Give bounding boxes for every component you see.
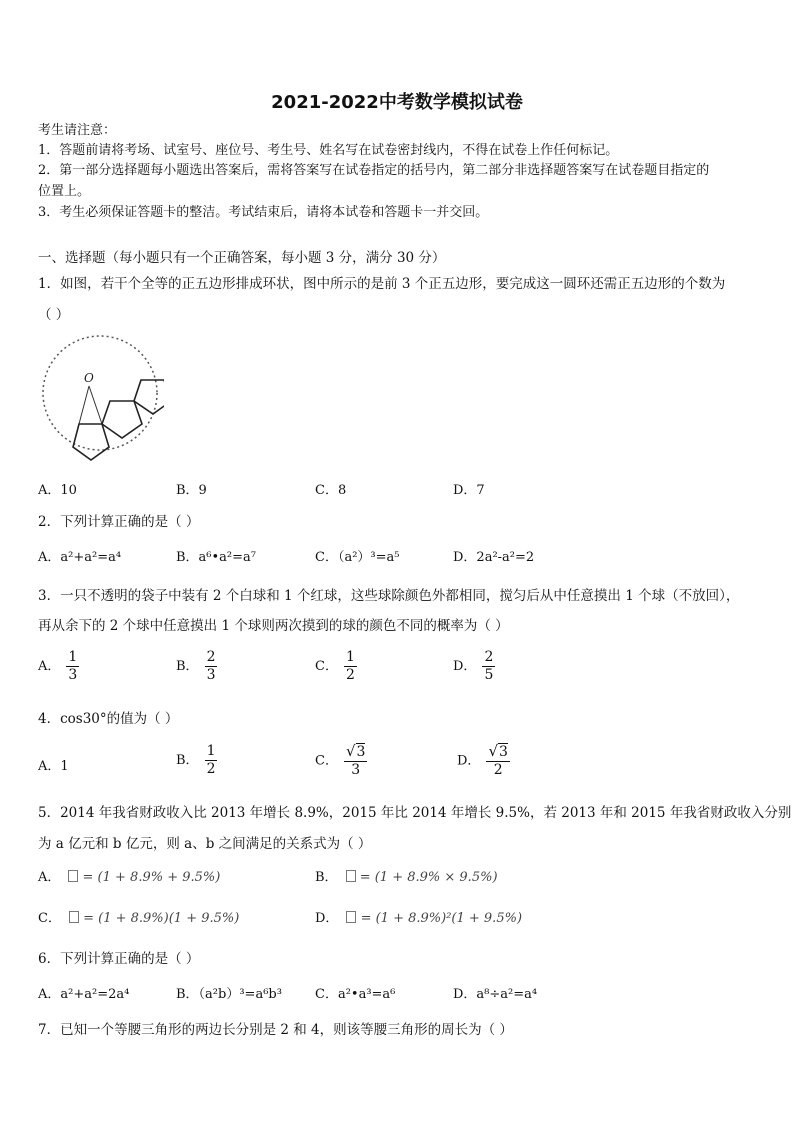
q2-option-d[interactable]: D．2a²-a²=2 (453, 550, 535, 565)
option-label: C． (315, 659, 338, 674)
radical-sign: √ (345, 742, 356, 760)
q2-option-c[interactable]: C．（a²）³=a⁵ (315, 550, 400, 565)
pentagon-1 (73, 424, 109, 460)
q4-option-a[interactable]: A．1 (38, 759, 69, 774)
pentagon-3 (134, 380, 164, 414)
formula-text: = (1 + 8.9%)²(1 + 9.5%) (360, 911, 523, 926)
q3-option-d[interactable] (453, 649, 495, 684)
fraction (205, 743, 218, 778)
option-label: A． (38, 870, 61, 885)
q1-option-c[interactable]: C．8 (315, 483, 347, 498)
q1-option-d[interactable]: D．7 (453, 483, 485, 498)
q2-option-a[interactable]: A．a²+a²=a⁴ (38, 550, 122, 565)
q5-stem-line-2: 为 a 亿元和 b 亿元，则 a、b 之间满足的关系式为（ ） (38, 836, 372, 852)
radius-line-left (79, 386, 89, 424)
q6-option-a[interactable]: A．a²+a²=2a⁴ (38, 987, 130, 1002)
formula-text: = (1 + 8.9%)(1 + 9.5%) (83, 911, 240, 926)
q4-stem: 4．cos30°的值为（ ） (38, 711, 179, 727)
formula-text: = (1 + 8.9% + 9.5%) (82, 870, 221, 885)
numerator: 1 (345, 649, 355, 665)
q3-option-a[interactable] (38, 649, 79, 684)
numerator: 1 (68, 649, 78, 665)
numerator: 2 (484, 649, 494, 665)
q6-stem: 6．下列计算正确的是（ ） (38, 951, 200, 967)
fraction (344, 743, 367, 779)
denominator: 5 (484, 667, 494, 683)
option-label: C． (315, 753, 338, 769)
q1-paren: （ ） (38, 307, 70, 323)
center-label: O (84, 371, 94, 385)
radicand: 3 (356, 744, 366, 760)
q3-stem-line-2: 再从余下的 2 个球中任意摸出 1 个球则两次摸到的球的颜色不同的概率为（ ） (38, 618, 509, 634)
q1-stem: 1．如图，若干个全等的正五边形排成环状，图中所示的是前 3 个正五边形，要完成这一圆环还需正五边形的个数为 (38, 276, 726, 292)
denominator: 2 (206, 761, 216, 777)
q1-option-b[interactable]: B．9 (176, 483, 207, 498)
fraction (482, 649, 495, 684)
q3-option-c[interactable] (315, 649, 357, 684)
pentagon-ring-figure (34, 330, 164, 465)
q6-option-b[interactable]: B．（a²b）³=a⁶b³ (176, 987, 282, 1002)
denominator: 2 (493, 762, 503, 778)
notice-line-2a: 2．第一部分选择题每小题选出答案后，需将答案写在试卷指定的括号内，第二部分非选择题答案写在试卷题目指定的 (38, 163, 710, 178)
placeholder-box (346, 911, 356, 923)
numerator: 1 (206, 743, 216, 759)
option-label: C． (38, 911, 61, 926)
numerator: 2 (206, 649, 216, 665)
q5-option-d[interactable] (315, 907, 522, 926)
denominator: 3 (351, 762, 361, 778)
option-label: B． (315, 870, 338, 885)
radical-sign: √ (488, 742, 498, 760)
option-label: D． (315, 911, 339, 926)
formula (69, 911, 239, 926)
notice-line-3: 3．考生必须保证答题卡的整洁。考试结束后，请将本试卷和答题卡一并交回。 (38, 205, 489, 220)
formula (346, 870, 498, 885)
numerator (486, 743, 509, 762)
q4-option-d[interactable] (457, 743, 510, 779)
placeholder-box (346, 870, 356, 882)
q6-option-d[interactable]: D．a⁸÷a²=a⁴ (453, 987, 538, 1002)
fraction (486, 743, 509, 779)
q2-option-b[interactable]: B．a⁶•a²=a⁷ (176, 550, 256, 565)
q3-option-b[interactable] (176, 649, 217, 684)
notice-heading: 考生请注意： (38, 123, 117, 138)
denominator: 2 (345, 667, 355, 683)
q4-option-b[interactable] (176, 743, 217, 778)
option-label: A． (38, 659, 61, 674)
option-label: B． (176, 753, 199, 768)
fraction (205, 649, 218, 684)
dotted-circle (43, 336, 157, 450)
notice-line-2b: 位置上。 (38, 184, 91, 199)
denominator: 3 (206, 667, 216, 683)
q5-option-a[interactable] (38, 866, 220, 885)
formula (68, 870, 220, 885)
fraction (66, 649, 79, 684)
denominator: 3 (68, 667, 78, 683)
formula-text: = (1 + 8.9% × 9.5%) (359, 870, 498, 885)
q7-stem: 7．已知一个等腰三角形的两边长分别是 2 和 4，则该等腰三角形的周长为（ ） (38, 1022, 513, 1038)
q5-option-b[interactable] (315, 866, 498, 885)
q5-stem-line-1: 5．2014 年我省财政收入比 2013 年增长 8.9%，2015 年比 2014 年增长 9.5%，若 2013 年和 2015 年我省财政收入分别 (38, 805, 792, 821)
fraction (344, 649, 357, 684)
placeholder-box (69, 911, 79, 923)
option-label: D． (457, 753, 481, 769)
q2-stem: 2．下列计算正确的是（ ） (38, 514, 200, 530)
q4-option-c[interactable] (315, 743, 367, 779)
q6-option-c[interactable]: C．a²•a³=a⁶ (315, 987, 396, 1002)
q3-stem-line-1: 3．一只不透明的袋子中装有 2 个白球和 1 个红球，这些球除颜色外都相同，搅匀后从中任意摸出 1 个球（不放回）， (38, 588, 740, 604)
radicand: 3 (499, 744, 508, 760)
pentagon-2 (102, 401, 142, 438)
option-label: D． (453, 659, 477, 674)
placeholder-box (68, 870, 78, 882)
page-title: 2021-2022中考数学模拟试卷 (271, 92, 523, 113)
radius-line-right (89, 386, 102, 424)
q1-option-a[interactable]: A．10 (38, 483, 77, 498)
numerator (344, 743, 367, 762)
formula (346, 911, 522, 926)
notice-line-1: 1．答题前请将考场、试室号、座位号、考生号、姓名写在试卷密封线内，不得在试卷上作任何标记。 (38, 143, 619, 158)
section-heading: 一、选择题（每小题只有一个正确答案，每小题 3 分，满分 30 分） (38, 250, 446, 266)
option-label: B． (176, 659, 199, 674)
q5-option-c[interactable] (38, 907, 239, 926)
